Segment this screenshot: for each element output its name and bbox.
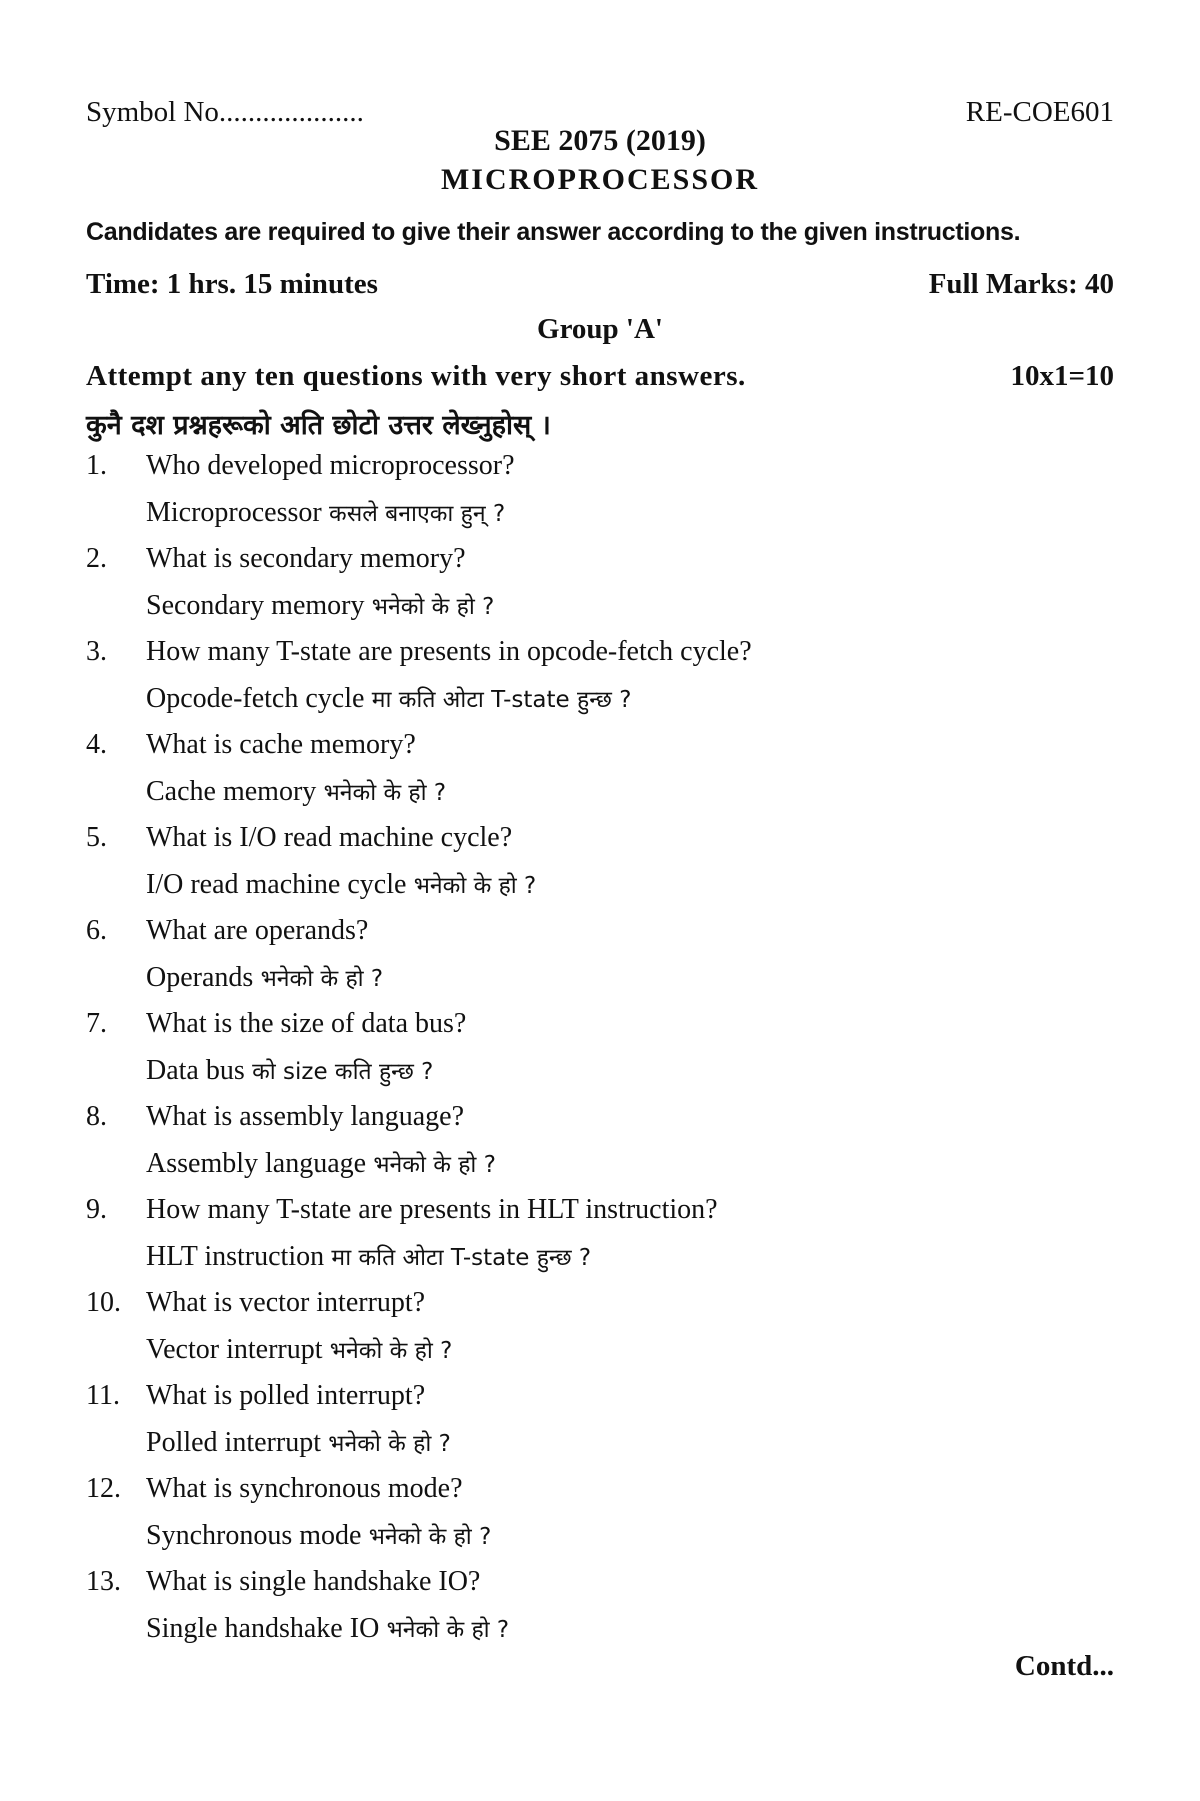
- question-text-nepali: [146, 775, 446, 808]
- symbol-number: Symbol No....................: [86, 96, 364, 128]
- full-marks: Full Marks: 40: [928, 268, 1114, 300]
- marks-scheme: 10x1=10: [1010, 360, 1114, 392]
- question-text: How many T-state are presents in opcode-fetch cycle?: [146, 636, 752, 667]
- question-item: [86, 1101, 1116, 1194]
- question-number: 12.: [86, 1473, 121, 1504]
- question-text: Who developed microprocessor?: [146, 450, 515, 481]
- question-item: [86, 1380, 1116, 1473]
- question-devanagari: भनेको के हो ?: [322, 1338, 453, 1364]
- question-term: Operands: [146, 962, 254, 993]
- question-text-nepali: [146, 1054, 433, 1087]
- question-text-nepali: [146, 1333, 452, 1366]
- paper-code: RE-COE601: [965, 96, 1114, 128]
- question-text-nepali: [146, 1147, 496, 1180]
- question-term: Synchronous mode: [146, 1520, 362, 1551]
- attempt-instruction-nepali: कुनै दश प्रश्नहरूको अति छोटो उत्तर लेख्नुहोस् ।: [86, 410, 551, 441]
- question-number: 1.: [86, 450, 107, 481]
- subject-title: MICROPROCESSOR: [440, 163, 760, 196]
- question-devanagari: भनेको के हो ?: [253, 966, 384, 992]
- question-number: 4.: [86, 729, 107, 760]
- question-devanagari: भनेको के हो ?: [379, 1617, 510, 1643]
- question-devanagari: को size कति हुन्छ ?: [244, 1059, 434, 1085]
- question-item: [86, 450, 1116, 543]
- question-list: [86, 450, 1116, 1659]
- question-number: 9.: [86, 1194, 107, 1225]
- question-item: [86, 1473, 1116, 1566]
- question-text-nepali: [146, 1240, 591, 1273]
- question-text-nepali: [146, 496, 505, 529]
- question-item: [86, 1566, 1116, 1659]
- exam-time: Time: 1 hrs. 15 minutes: [86, 268, 378, 300]
- question-devanagari: भनेको के हो ?: [361, 1524, 492, 1550]
- question-item: [86, 636, 1116, 729]
- exam-title: SEE 2075 (2019): [494, 124, 706, 157]
- question-text: How many T-state are presents in HLT instruction?: [146, 1194, 718, 1225]
- question-term: Single handshake IO: [146, 1613, 380, 1644]
- question-text: What is vector interrupt?: [146, 1287, 426, 1318]
- question-devanagari: मा कति ओटा T-state हुन्छ ?: [364, 687, 632, 713]
- question-item: [86, 1194, 1116, 1287]
- question-item: [86, 1008, 1116, 1101]
- question-number: 11.: [86, 1380, 120, 1411]
- question-text: What is polled interrupt?: [146, 1380, 426, 1411]
- question-text: What is synchronous mode?: [146, 1473, 463, 1504]
- candidate-instructions: Candidates are required to give their answer according to the given instructions.: [86, 218, 1021, 246]
- question-number: 7.: [86, 1008, 107, 1039]
- question-devanagari: कसले बनाएका हुन् ?: [321, 501, 506, 527]
- question-item: [86, 915, 1116, 1008]
- question-text: What is secondary memory?: [146, 543, 466, 574]
- question-text-nepali: [146, 1519, 491, 1552]
- question-devanagari: भनेको के हो ?: [364, 594, 495, 620]
- question-term: Cache memory: [146, 776, 317, 807]
- question-term: Secondary memory: [146, 590, 365, 621]
- question-devanagari: भनेको के हो ?: [316, 780, 447, 806]
- question-number: 5.: [86, 822, 107, 853]
- question-term: Polled interrupt: [146, 1427, 321, 1458]
- question-text-nepali: [146, 868, 536, 901]
- question-number: 13.: [86, 1566, 121, 1597]
- question-item: [86, 1287, 1116, 1380]
- question-item: [86, 543, 1116, 636]
- question-item: [86, 729, 1116, 822]
- question-devanagari: भनेको के हो ?: [320, 1431, 451, 1457]
- question-text-nepali: [146, 1612, 509, 1645]
- question-devanagari: मा कति ओटा T-state हुन्छ ?: [324, 1245, 592, 1271]
- question-devanagari: भनेको के हो ?: [406, 873, 537, 899]
- question-text-nepali: [146, 1426, 451, 1459]
- question-text: What are operands?: [146, 915, 369, 946]
- question-number: 3.: [86, 636, 107, 667]
- question-text-nepali: [146, 589, 494, 622]
- question-text: What is the size of data bus?: [146, 1008, 467, 1039]
- attempt-instruction: Attempt any ten questions with very short answers.: [86, 360, 746, 392]
- question-item: [86, 822, 1116, 915]
- question-number: 8.: [86, 1101, 107, 1132]
- group-title: Group 'A': [537, 313, 663, 345]
- question-term: Assembly language: [146, 1148, 367, 1179]
- question-number: 2.: [86, 543, 107, 574]
- question-text: What is single handshake IO?: [146, 1566, 481, 1597]
- question-text-nepali: [146, 961, 383, 994]
- question-devanagari: भनेको के हो ?: [366, 1152, 496, 1178]
- question-number: 10.: [86, 1287, 121, 1318]
- question-text: What is I/O read machine cycle?: [146, 822, 513, 853]
- question-term: Data bus: [146, 1055, 245, 1086]
- question-term: HLT instruction: [146, 1241, 325, 1272]
- question-term: I/O read machine cycle: [146, 869, 407, 900]
- question-text: What is assembly language?: [146, 1101, 465, 1132]
- question-term: Opcode-fetch cycle: [146, 683, 365, 714]
- question-term: Vector interrupt: [146, 1334, 323, 1365]
- question-number: 6.: [86, 915, 107, 946]
- question-text-nepali: [146, 682, 631, 715]
- question-term: Microprocessor: [146, 497, 322, 528]
- continued-label: Contd...: [1014, 1650, 1114, 1682]
- question-text: What is cache memory?: [146, 729, 416, 760]
